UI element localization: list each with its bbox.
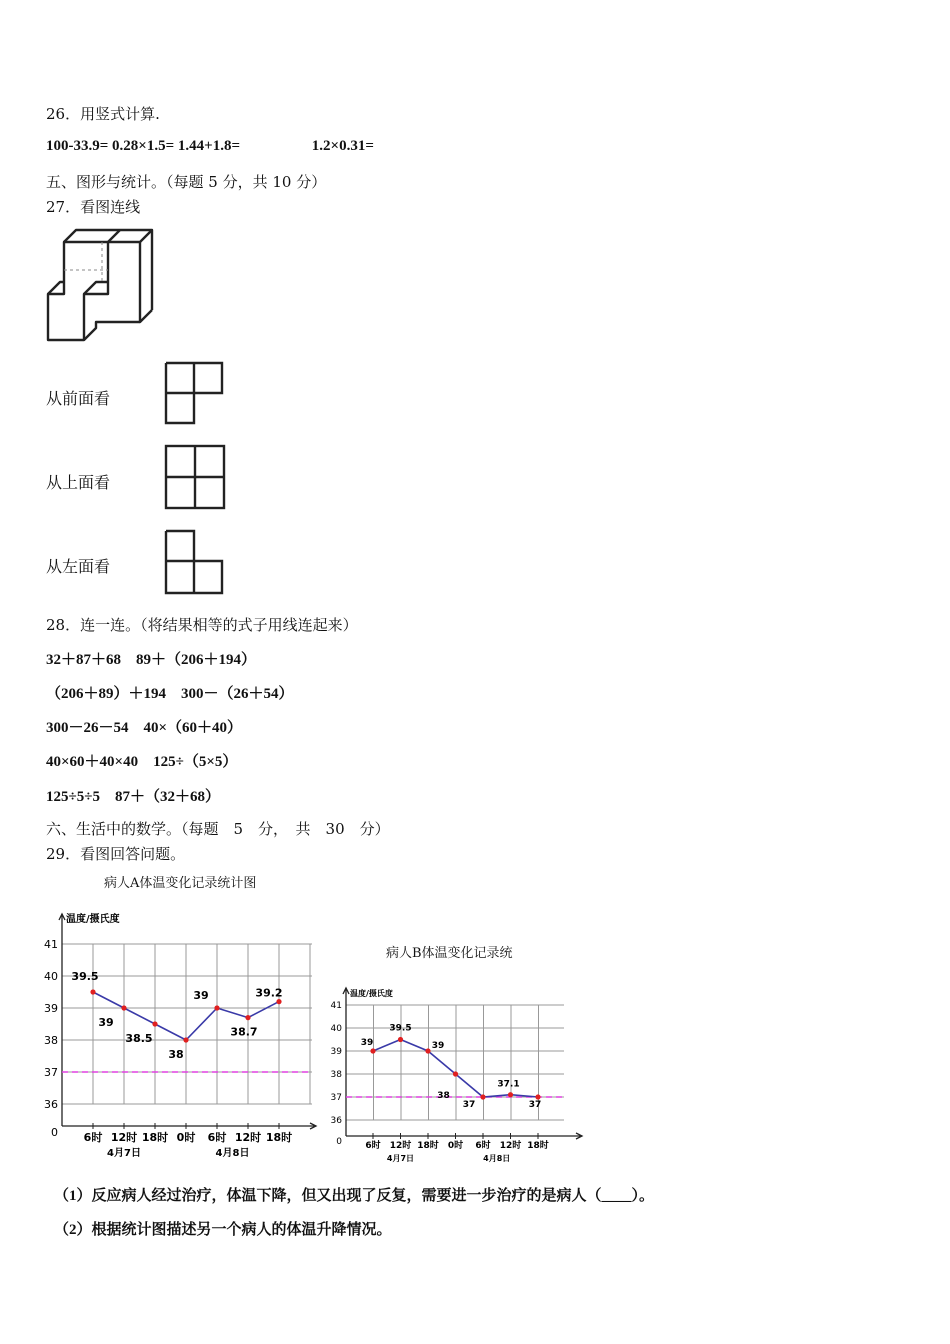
chart-b-y-tick-label: 36 xyxy=(330,1116,342,1127)
q29-sub2: （2）根据统计图描述另一个病人的体温升降情况。 xyxy=(54,1222,392,1238)
chart-a-title: 病人A体温变化记录统计图 xyxy=(104,876,257,891)
view-shape-top xyxy=(164,444,226,510)
view-shape-front xyxy=(164,361,224,425)
q26-expr-4: 1.2×0.31= xyxy=(311,138,374,154)
chart-b-date-label: 4月8日 xyxy=(483,1154,511,1163)
chart-a-y-tick-label: 0 xyxy=(51,1125,58,1139)
chart-b-date-label: 4月7日 xyxy=(386,1154,415,1163)
chart-a-x-tick-label: 0时 xyxy=(176,1131,196,1144)
chart-a-point xyxy=(152,1021,157,1026)
q29-title: 29．看图回答问题。 xyxy=(46,845,186,863)
chart-b-point xyxy=(535,1094,540,1099)
chart-a-x-tick-label: 18时 xyxy=(141,1131,169,1144)
chart-a-y-tick-label: 41 xyxy=(44,937,58,951)
chart-b-data-label: 37.1 xyxy=(497,1079,520,1090)
chart-a-y-tick-label: 38 xyxy=(44,1033,58,1047)
chart-a-date-label: 4月7日 xyxy=(107,1148,141,1159)
chart-a-x-tick-label: 12时 xyxy=(110,1131,138,1144)
section-6-heading: 六、生活中的数学。（每题 5 分， 共 30 分） xyxy=(46,820,390,838)
q26-expr-3: 1.44+1.8= xyxy=(177,138,241,154)
chart-a xyxy=(40,908,320,1170)
chart-a-data-label: 39.2 xyxy=(255,986,283,1000)
chart-a-x-tick-label: 6时 xyxy=(83,1131,103,1144)
chart-a-data-label: 38 xyxy=(168,1048,184,1061)
chart-b-x-tick-label: 12时 xyxy=(389,1141,412,1151)
chart-a-point xyxy=(276,999,281,1004)
q28-row-1: 32＋87＋68 89＋（206＋194） xyxy=(46,652,257,668)
chart-a-y-label: 温度/摄氏度 xyxy=(66,914,120,925)
q27-title: 27．看图连线 xyxy=(46,198,141,216)
chart-b-point xyxy=(425,1048,430,1053)
chart-a-point xyxy=(245,1015,250,1020)
chart-b-x-tick-label: 18时 xyxy=(527,1141,549,1151)
chart-b-point xyxy=(480,1094,485,1099)
chart-a-x-tick-label: 6时 xyxy=(207,1131,227,1144)
chart-b-x-tick-label: 12时 xyxy=(499,1141,522,1151)
chart-a-data-label: 38.7 xyxy=(230,1025,258,1039)
chart-a-y-tick-label: 39 xyxy=(44,1001,58,1015)
chart-b-y-tick-label: 37 xyxy=(330,1093,342,1104)
chart-b-data-label: 39 xyxy=(431,1041,445,1051)
view-label-left: 从左面看 xyxy=(46,557,111,576)
chart-b-data-label: 39 xyxy=(360,1038,374,1048)
chart-a-date-label: 4月8日 xyxy=(215,1148,250,1159)
chart-a-point xyxy=(90,989,95,994)
chart-b-y-label: 温度/摄氏度 xyxy=(350,989,393,998)
chart-a-data-label: 39 xyxy=(193,989,209,1002)
q26-expr-2: 0.28×1.5= xyxy=(112,138,175,154)
view-label-top: 从上面看 xyxy=(46,473,111,492)
chart-b-point xyxy=(398,1037,403,1042)
chart-b-point xyxy=(370,1048,375,1053)
chart-b-point xyxy=(508,1092,513,1097)
chart-a-y-tick-label: 36 xyxy=(44,1097,58,1111)
chart-b-x-tick-label: 6时 xyxy=(475,1141,491,1151)
chart-a-point xyxy=(214,1005,219,1010)
chart-a-data-label: 38.5 xyxy=(125,1032,153,1045)
chart-a-data-label: 39 xyxy=(98,1016,114,1029)
chart-a-point xyxy=(183,1037,188,1042)
chart-a-y-tick-label: 40 xyxy=(44,969,58,983)
chart-b-data-label: 38 xyxy=(437,1091,450,1101)
q26-title: 26．用竖式计算. xyxy=(46,105,160,123)
chart-b-y-tick-label: 39 xyxy=(330,1047,342,1058)
chart-b-y-tick-label: 0 xyxy=(336,1137,342,1148)
chart-a-x-tick-label: 18时 xyxy=(265,1131,293,1144)
chart-b-y-tick-label: 41 xyxy=(330,1001,342,1012)
chart-b-x-tick-label: 18时 xyxy=(417,1141,439,1151)
q29-sub1: （1）反应病人经过治疗，体温下降，但又出现了反复，需要进一步治疗的是病人（____）。 xyxy=(54,1188,655,1204)
chart-b-data-label: 39.5 xyxy=(389,1023,412,1034)
chart-b-title: 病人B体温变化记录统 xyxy=(386,946,513,961)
chart-b-data-label: 37 xyxy=(528,1100,542,1110)
view-label-front: 从前面看 xyxy=(46,389,111,408)
chart-a-x-tick-label: 12时 xyxy=(234,1131,262,1144)
q28-row-3: 300－26－54 40×（60＋40） xyxy=(46,720,243,736)
chart-b-x-tick-label: 6时 xyxy=(365,1141,381,1151)
chart-b xyxy=(330,980,588,1166)
q28-row-4: 40×60＋40×40 125÷（5×5） xyxy=(46,754,238,770)
q26-expressions xyxy=(46,138,374,155)
chart-b-point xyxy=(453,1071,458,1076)
chart-b-y-tick-label: 40 xyxy=(330,1024,342,1035)
chart-b-x-tick-label: 0时 xyxy=(447,1141,464,1151)
chart-a-y-tick-label: 37 xyxy=(44,1065,58,1079)
chart-a-point xyxy=(121,1005,126,1010)
chart-a-data-label: 39.5 xyxy=(71,970,99,983)
q28-row-5: 125÷5÷5 87＋（32＋68） xyxy=(46,789,220,805)
q26-expr-1: 100-33.9= xyxy=(46,138,109,154)
q28-title: 28．连一连。（将结果相等的式子用线连起来） xyxy=(46,616,358,634)
chart-b-y-tick-label: 38 xyxy=(330,1070,342,1081)
chart-b-data-label: 37 xyxy=(462,1100,476,1110)
view-shape-left xyxy=(164,529,224,595)
section-5-heading: 五、图形与统计。（每题 5 分，共 10 分） xyxy=(46,173,327,191)
cube-figure xyxy=(44,226,160,344)
q28-row-2: （206＋89）＋194 300－（26＋54） xyxy=(46,686,294,702)
